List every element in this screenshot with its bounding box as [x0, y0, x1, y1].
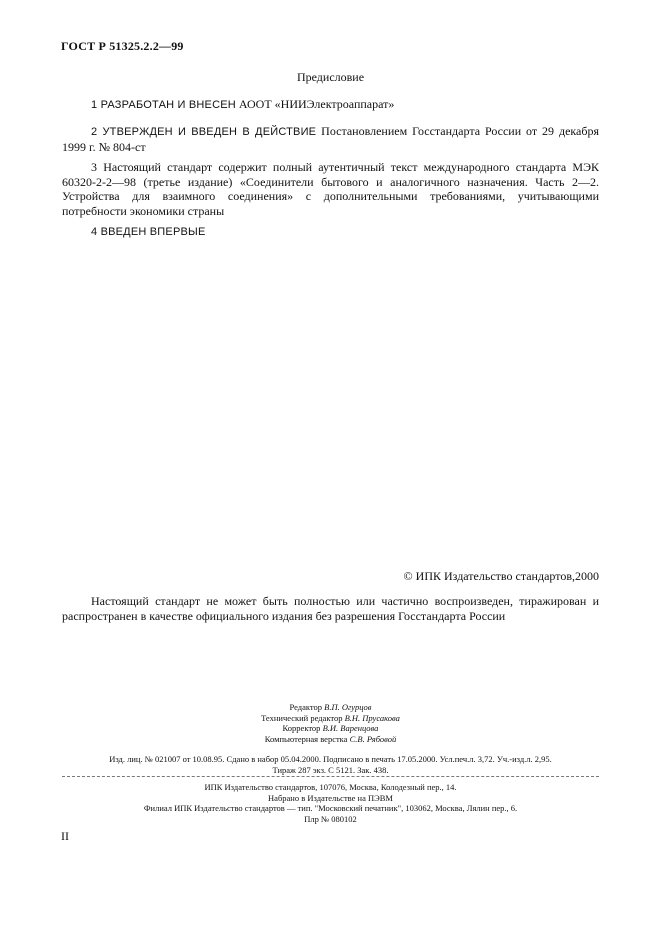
document-id: ГОСТ Р 51325.2.2—99 — [61, 39, 184, 53]
page-number: II — [61, 829, 69, 843]
credit-tech-editor: Технический редактор В.Н. Прусакова — [261, 712, 400, 723]
copyright: © ИПК Издательство стандартов,2000 — [403, 569, 599, 583]
preface-item-4 — [62, 224, 599, 240]
reproduction-notice: Настоящий стандарт не может быть полностью или частично воспроизведен, тиражирован и распространен в качестве официального издания без разрешения Госстандарта России — [62, 594, 599, 623]
imprint-line-2: Набрано в Издательстве на ПЭВМ — [268, 792, 393, 803]
imprint-line-3: Филиал ИПК Издательство стандартов — тип. "Московский печатник", 103062, Москва, Лялин пер., 6. — [143, 803, 518, 813]
preface-item-1 — [62, 97, 599, 113]
imprint-line-4: Плр № 080102 — [304, 813, 357, 824]
preface-item-2 — [62, 124, 599, 154]
preface-item-1-text: АООТ «НИИЭлектроаппарат» — [235, 97, 395, 111]
credits-block — [0, 702, 661, 744]
preface-item-3-text: 3 Настоящий стандарт содержит полный аутентичный текст международного стандарта МЭК 60320-2-2—98 (третье издание) «Соединители бытового и аналогичного назначения. Часть 2—2. Устройства для взаимного соединения» с дополнительными требованиями, учитывающими потребности экономики страны — [62, 160, 599, 218]
preface-title: Предисловие — [296, 70, 365, 84]
credit-layout: Компьютерная верстка С.В. Рябовой — [264, 733, 397, 744]
credit-corrector: Корректор В.И. Варенцова — [282, 723, 379, 733]
preface-item-2-lead: 2 УТВЕРЖДЕН И ВВЕДЕН В ДЕЙСТВИЕ — [91, 126, 317, 138]
publication-line-2: Тираж 287 экз. С 5121. Зак. 438. — [272, 764, 389, 775]
preface-item-2-text: Постановлением Госстандарта России от 29 декабря 1999 г. № 804-ст — [62, 124, 600, 154]
imprint-block — [0, 782, 661, 824]
imprint-line-1: ИПК Издательство стандартов, 107076, Москва, Колодезный пер., 14. — [204, 782, 457, 792]
divider — [62, 776, 599, 777]
publication-details — [62, 754, 599, 775]
preface-item-4-lead: 4 ВВЕДЕН ВПЕРВЫЕ — [91, 226, 206, 238]
preface-item-1-lead: 1 РАЗРАБОТАН И ВНЕСЕН — [91, 99, 236, 111]
preface-item-3 — [62, 160, 599, 218]
publication-line-1: Изд. лиц. № 021007 от 10.08.95. Сдано в набор 05.04.2000. Подписано в печать 17.05.2000. Усл.печ.л. 3,72. Уч.-изд.л. 2,95. — [109, 754, 552, 764]
credit-editor: Редактор В.П. Огурцов — [289, 702, 372, 712]
